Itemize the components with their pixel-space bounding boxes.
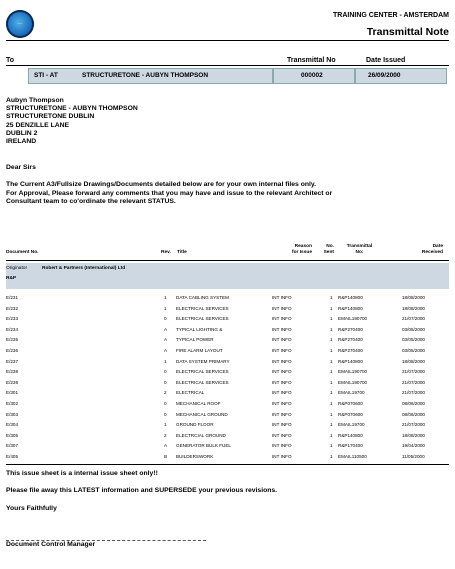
to-divider [6,65,449,66]
table-header-divider [6,260,449,261]
cell-title: FIRE ALARM LAYOUT [176,348,223,353]
col-date-line2: Received [421,250,443,255]
logo-mark: ~~ [17,21,23,26]
cell-rev: A [164,348,168,353]
cell-rev: 1 [164,305,167,311]
cell-reason: INT INFO [272,295,292,300]
cell-reason: INT INFO [272,379,292,385]
table-row [6,420,446,429]
supersede-instruction: Please file away this LATEST information and SUPERSEDE your previous revisions. [6,487,278,494]
internal-note: This issue sheet is a internal issue sheet only!! [6,470,158,477]
cell-date: 21/07/2000 [402,379,425,385]
cell-reason: INT INFO [272,390,292,396]
cell-rev: 1 [164,358,167,364]
cell-sent: 1 [330,348,333,353]
cell-tno: R&P140800 [338,305,363,311]
col-reason-line2: for Issue [292,250,312,255]
table-row [6,335,446,344]
table-row [6,431,446,440]
cell-tno: R&P140800 [338,358,363,364]
cell-reason: INT INFO [272,369,292,375]
table-row [6,388,446,397]
cell-date: 03/05/2000 [402,337,425,343]
cell-sent: 1 [330,369,333,375]
col-rev: Rev. [161,250,171,255]
cell-doc: E/235 [6,337,19,343]
col-no-sent [314,244,334,256]
cell-reason: INT INFO [272,422,292,428]
cell-title: DATA CABLING SYSTEM [176,295,229,300]
cell-date: 21/07/2000 [402,390,425,396]
intro-paragraph [6,181,332,207]
cell-reason: INT INFO [272,326,292,332]
cell-rev: 1 [164,422,167,428]
cell-reason: INT INFO [272,432,292,438]
address-line: IRELAND [6,138,37,146]
cell-tno: R&P270400 [338,348,363,353]
cell-doc: E/239 [6,379,19,385]
cell-reason: INT INFO [272,337,292,343]
header-divider [6,40,449,41]
cell-title: GROUND FLOOR [176,422,214,428]
recipient-box [28,68,273,84]
cell-title: ELECTRICAL SERVICES [176,305,229,311]
cell-doc: E/305 [6,432,19,438]
cell-doc: E/234 [6,326,19,332]
cell-rev: 0 [164,411,167,417]
document-title: Transmittal Note [366,26,449,38]
cell-tno: R&P270400 [338,326,363,332]
col-document-no: Document No. [6,250,39,255]
col-transmittal-line1: Transmittal [346,244,373,249]
cell-reason: INT INFO [272,454,292,459]
intro-line: Consultant team to co'ordinate the relevant STATUS. [6,198,176,206]
date-issued-box [355,68,447,84]
company-logo [6,10,34,38]
cell-sent: 1 [330,432,333,438]
cell-rev: 1 [164,295,167,300]
cell-sent: 1 [330,316,333,322]
cell-doc: E/233 [6,316,19,322]
transmittal-no-value: 000002 [301,72,323,79]
to-label: To [6,57,15,64]
cell-rev: 0 [164,379,167,385]
cell-reason: INT INFO [272,305,292,311]
cell-title: ELECTRICAL SERVICES [176,379,229,385]
organization-name: TRAINING CENTER - AMSTERDAM [332,12,449,19]
cell-sent: 1 [330,305,333,311]
cell-date: 19/04/2000 [402,443,425,449]
cell-tno: R&P270400 [338,337,363,343]
cell-doc: E/237 [6,358,19,364]
cell-sent: 1 [330,401,333,406]
originator-label: Originator [6,266,28,271]
cell-doc: E/307 [6,443,19,449]
recipient-name: STRUCTURETONE - AUBYN THOMPSON [82,72,209,79]
col-date-line1: Date [432,244,443,249]
cell-rev: 0 [164,369,167,375]
col-title: Title [177,250,187,255]
cell-sent: 1 [330,358,333,364]
cell-doc: E/303 [6,411,19,417]
cell-tno: R&P140800 [338,295,363,300]
col-transmittal-no [337,244,382,256]
address-line: STRUCTURETONE DUBLIN [6,113,95,121]
cell-sent: 1 [330,390,333,396]
signatory: Document Control Manager [6,541,96,548]
recipient-address [6,97,138,146]
originator-code: R&P [6,276,17,281]
table-bottom-divider [6,464,449,465]
intro-line: The Current A3/Fullsize Drawings/Documents detailed below are for your own internal files only. [6,181,317,188]
closing: Yours Faithfully [6,505,57,512]
cell-title: GENERATOR BULK FUEL [176,443,231,449]
cell-date: 03/05/2000 [402,348,425,353]
cell-reason: INT INFO [272,348,292,353]
table-row [6,293,446,302]
cell-rev: 0 [164,316,167,322]
table-row [6,441,446,450]
cell-doc: E/302 [6,401,19,406]
cell-doc: E/231 [6,295,19,300]
cell-doc: E/301 [6,390,19,396]
cell-tno: EMAIL19700 [338,390,365,396]
cell-sent: 1 [330,379,333,385]
transmittal-no-box [273,68,355,84]
salutation: Dear Sirs [6,164,36,171]
transmittal-no-label: Transmittal No [287,57,336,64]
cell-rev: 2 [164,390,167,396]
cell-tno: EMAIL190700 [338,369,368,375]
col-reason [272,244,312,256]
cell-tno: R&P170400 [338,443,363,449]
date-issued-label: Date Issued [366,57,406,64]
table-row [6,410,446,419]
cell-sent: 1 [330,411,333,417]
table-row [6,304,446,313]
cell-rev: 2 [164,432,167,438]
originator-band [6,263,449,289]
col-no-sent-line2: Sent [323,250,334,255]
cell-date: 08/06/2000 [402,401,425,406]
cell-tno: R&P140800 [338,432,363,438]
cell-reason: INT INFO [272,316,292,322]
cell-title: MECHANICAL GROUND [176,411,228,417]
cell-tno: EMAIL110500 [338,454,367,459]
col-date-received [383,244,443,256]
table-row [6,357,446,366]
cell-date: 18/08/2000 [402,295,425,300]
cell-sent: 1 [330,422,333,428]
cell-title: TYPICAL LIGHTING & [176,326,223,332]
cell-title: DATA SYSTEM PRIMARY [176,358,230,364]
table-row [6,346,446,355]
cell-doc: E/236 [6,348,19,353]
table-row [6,452,446,461]
cell-title: ELECTRICAL [176,390,205,396]
cell-date: 18/08/2000 [402,305,425,311]
intro-line: For Approval, Please forward any comments that you may have and issue to the relevant Architect or [6,189,333,197]
cell-title: ELECTRICAL SERVICES [176,369,229,375]
col-transmittal-line2: No: [355,250,364,255]
table-row [6,314,446,323]
cell-tno: R&P070600 [338,401,363,406]
cell-date: 21/07/2000 [402,422,425,428]
cell-title: ELECTRCIAL GROUND [176,432,226,438]
cell-reason: INT INFO [272,401,292,406]
table-row [6,399,446,408]
cell-rev: 0 [164,401,167,406]
cell-sent: 1 [330,443,333,449]
cell-rev: A [164,443,168,449]
cell-rev: A [164,326,168,332]
cell-tno: R&P070600 [338,411,363,417]
recipient-code: STI - AT [34,72,58,79]
date-issued-value: 26/09/2000 [368,72,401,79]
cell-date: 11/05/2000 [402,454,425,459]
table-row [6,325,446,334]
cell-reason: INT INFO [272,411,292,417]
cell-date: 08/06/2000 [402,411,425,417]
cell-sent: 1 [330,454,333,459]
cell-reason: INT INFO [272,358,292,364]
cell-date: 18/08/2000 [402,358,425,364]
cell-title: BUILDERSWORK [176,454,214,459]
address-line: DUBLIN 2 [6,129,38,137]
cell-sent: 1 [330,295,333,300]
col-no-sent-line1: No. [326,244,334,249]
cell-tno: EMAIL190700 [338,316,368,322]
cell-tno: EMAIL190700 [338,379,368,385]
cell-title: MECHANICAL ROOF [176,401,221,406]
table-row [6,378,446,387]
address-line: Aubyn Thompson [6,97,64,104]
cell-tno: EMAIL19700 [338,422,365,428]
cell-date: 21/07/2000 [402,369,425,375]
cell-doc: E/232 [6,305,19,311]
cell-date: 18/08/2000 [402,432,425,438]
cell-sent: 1 [330,326,333,332]
cell-doc: E/304 [6,422,19,428]
cell-doc: E/238 [6,369,19,375]
col-reason-line1: Reason [294,244,312,249]
cell-rev: A [164,337,168,343]
table-row [6,367,446,376]
cell-doc: E/405 [6,454,19,459]
cell-sent: 1 [330,337,333,343]
cell-date: 03/05/2000 [402,326,425,332]
cell-title: TYPICAL POWER [176,337,214,343]
cell-reason: INT INFO [272,443,292,449]
cell-title: ELECTRICAL SERVICES [176,316,229,322]
address-line: STRUCTURETONE - AUBYN THOMPSON [6,105,138,113]
address-line: 25 DENZILLE LANE [6,121,70,129]
cell-date: 21/07/2000 [402,316,425,322]
originator-name: Robert & Partners (International) Ltd [42,266,126,271]
cell-rev: B [164,454,168,459]
